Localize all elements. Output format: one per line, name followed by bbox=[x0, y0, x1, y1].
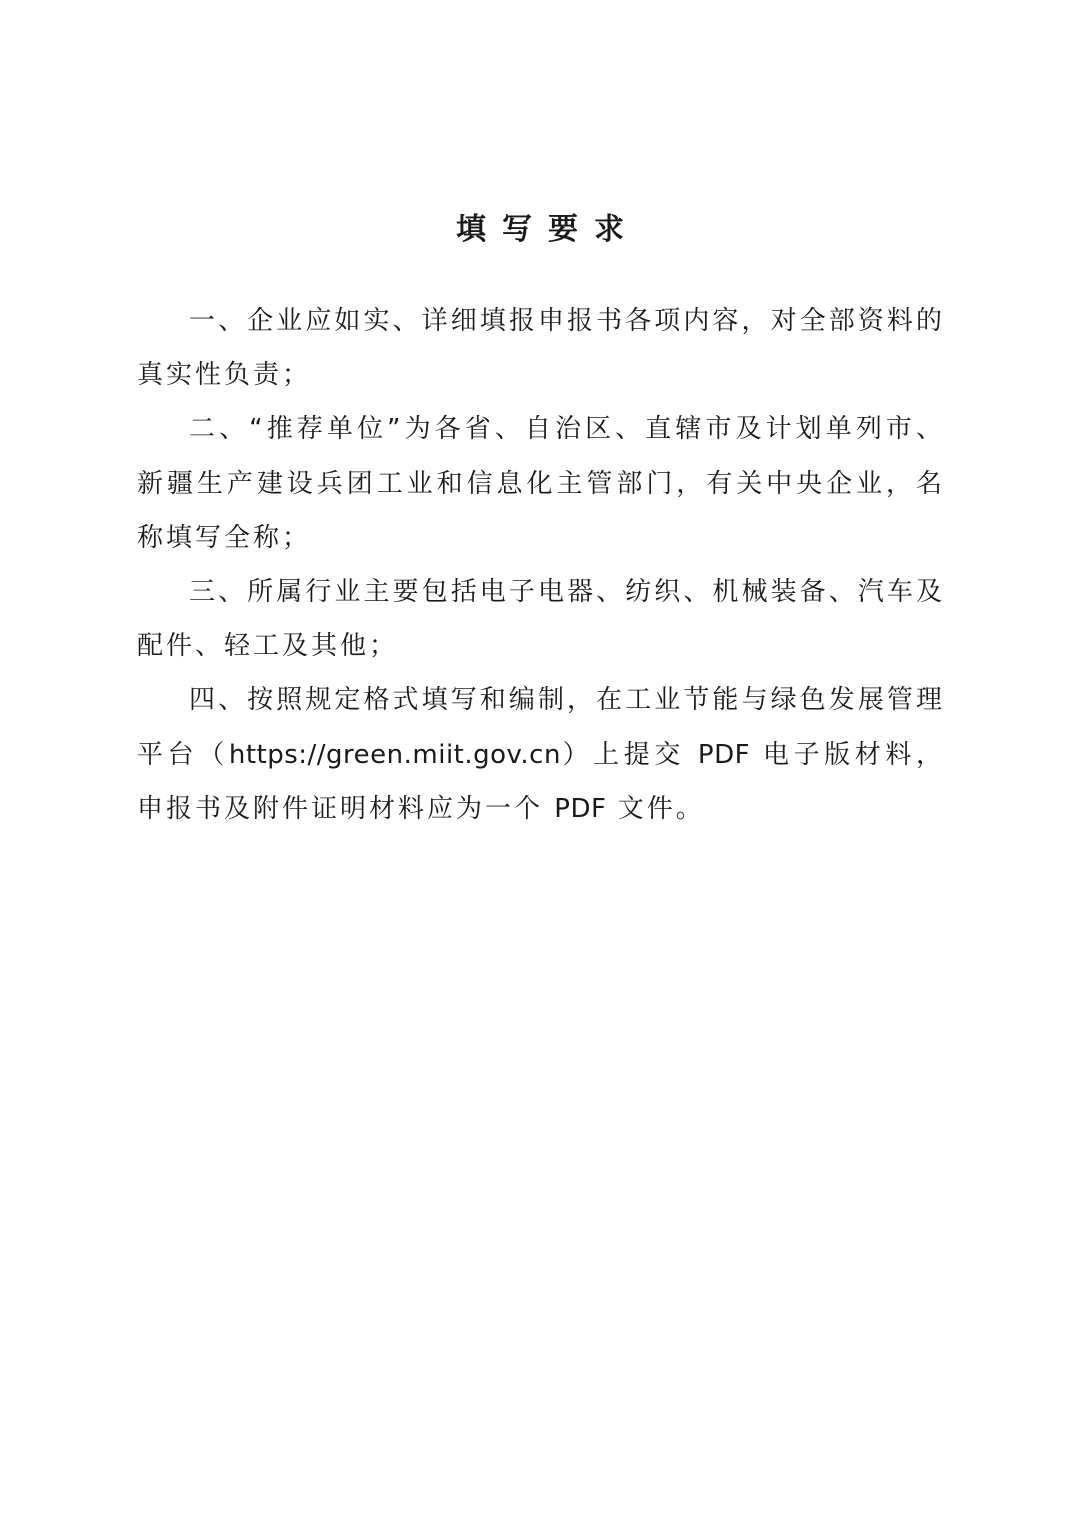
pdf-term: PDF bbox=[554, 793, 607, 824]
requirement-item-4-part-3: 电子版材料，申报书及附件证明材料应为一个 bbox=[137, 739, 946, 824]
requirement-item-4 bbox=[137, 673, 945, 836]
requirement-item-4-part-2: ）上提交 bbox=[560, 739, 686, 770]
requirements-body bbox=[137, 294, 945, 836]
requirement-item-2: 二、“推荐单位”为各省、自治区、直辖市及计划单列市、新疆生产建设兵团工业和信息化主管部门，有关中央企业，名称填写全称； bbox=[137, 414, 945, 553]
page-title: 填写要求 bbox=[456, 212, 640, 247]
requirement-item-4-part-4: 文件。 bbox=[617, 793, 705, 824]
pdf-term: PDF bbox=[697, 739, 751, 770]
requirement-item-1: 一、企业应如实、详细填报申报书各项内容，对全部资料的真实性负责； bbox=[137, 306, 945, 391]
requirement-item-3: 三、所属行业主要包括电子电器、纺织、机械装备、汽车及配件、轻工及其他； bbox=[137, 577, 945, 662]
platform-url: https://green.miit.gov.cn bbox=[228, 739, 561, 770]
requirement-item-4-part-1: 四、按照规定格式填写和编制，在工业节能与绿色发展管理平台（ bbox=[137, 685, 945, 770]
